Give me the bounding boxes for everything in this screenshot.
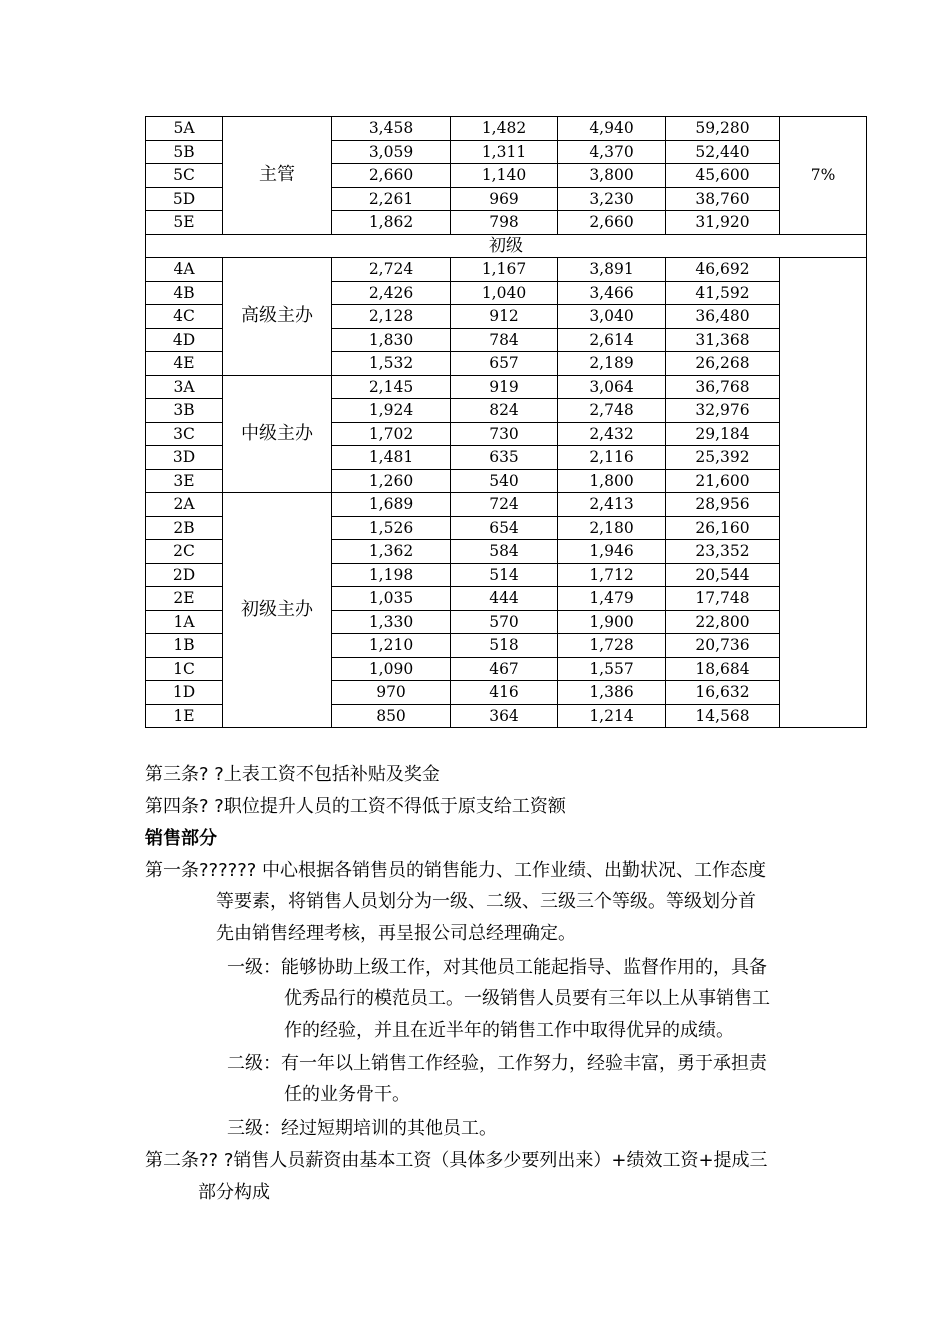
sales-section-heading: 销售部分	[145, 828, 217, 849]
monthly-total-cell: 3,891	[558, 258, 666, 282]
base-salary-cell: 3,059	[332, 140, 451, 164]
sales-article-1-line-2: 等要素，将销售人员划分为一级、二级、三级三个等级。等级划分首	[216, 891, 756, 912]
base-salary-cell: 1,702	[332, 422, 451, 446]
section-header-cell: 初级	[146, 234, 867, 258]
performance-pay-cell: 1,040	[451, 281, 558, 305]
base-salary-cell: 1,862	[332, 211, 451, 235]
sales-article-1-line-3: 先由销售经理考核，再呈报公司总经理确定。	[216, 923, 576, 944]
base-salary-cell: 2,145	[332, 375, 451, 399]
performance-pay-cell: 416	[451, 681, 558, 705]
performance-pay-cell: 444	[451, 587, 558, 611]
article-3: 第三条? ?上表工资不包括补贴及奖金	[145, 764, 440, 785]
level-1-line-2: 优秀品行的模范员工。一级销售人员要有三年以上从事销售工	[284, 988, 770, 1009]
monthly-total-cell: 2,660	[558, 211, 666, 235]
monthly-total-cell: 1,712	[558, 563, 666, 587]
adjustment-rate-cell	[780, 258, 867, 728]
performance-pay-cell: 1,311	[451, 140, 558, 164]
monthly-total-cell: 2,413	[558, 493, 666, 517]
annual-total-cell: 26,268	[666, 352, 780, 376]
monthly-total-cell: 3,800	[558, 164, 666, 188]
grade-cell: 5D	[146, 187, 223, 211]
grade-cell: 5B	[146, 140, 223, 164]
performance-pay-cell: 518	[451, 634, 558, 658]
grade-cell: 1C	[146, 657, 223, 681]
monthly-total-cell: 3,064	[558, 375, 666, 399]
monthly-total-cell: 3,230	[558, 187, 666, 211]
performance-pay-cell: 467	[451, 657, 558, 681]
performance-pay-cell: 540	[451, 469, 558, 493]
base-salary-cell: 1,198	[332, 563, 451, 587]
table-row	[146, 258, 867, 282]
base-salary-cell: 2,426	[332, 281, 451, 305]
annual-total-cell: 31,368	[666, 328, 780, 352]
salary-grade-table	[145, 116, 867, 728]
base-salary-cell: 2,660	[332, 164, 451, 188]
grade-cell: 2C	[146, 540, 223, 564]
base-salary-cell: 1,532	[332, 352, 451, 376]
monthly-total-cell: 4,370	[558, 140, 666, 164]
grade-cell: 3A	[146, 375, 223, 399]
grade-cell: 3D	[146, 446, 223, 470]
grade-cell: 3C	[146, 422, 223, 446]
annual-total-cell: 22,800	[666, 610, 780, 634]
monthly-total-cell: 2,180	[558, 516, 666, 540]
base-salary-cell: 1,090	[332, 657, 451, 681]
performance-pay-cell: 1,482	[451, 117, 558, 141]
annual-total-cell: 18,684	[666, 657, 780, 681]
monthly-total-cell: 1,728	[558, 634, 666, 658]
grade-cell: 4C	[146, 305, 223, 329]
base-salary-cell: 1,362	[332, 540, 451, 564]
base-salary-cell: 970	[332, 681, 451, 705]
performance-pay-cell: 1,140	[451, 164, 558, 188]
annual-total-cell: 38,760	[666, 187, 780, 211]
level-1-line-1: 一级：能够协助上级工作，对其他员工能起指导、监督作用的，具备	[227, 957, 767, 978]
annual-total-cell: 29,184	[666, 422, 780, 446]
section-header-row	[146, 234, 867, 258]
annual-total-cell: 17,748	[666, 587, 780, 611]
base-salary-cell: 1,330	[332, 610, 451, 634]
base-salary-cell: 2,261	[332, 187, 451, 211]
annual-total-cell: 26,160	[666, 516, 780, 540]
grade-cell: 4E	[146, 352, 223, 376]
monthly-total-cell: 2,748	[558, 399, 666, 423]
monthly-total-cell: 3,466	[558, 281, 666, 305]
annual-total-cell: 36,768	[666, 375, 780, 399]
annual-total-cell: 25,392	[666, 446, 780, 470]
annual-total-cell: 14,568	[666, 704, 780, 728]
performance-pay-cell: 364	[451, 704, 558, 728]
grade-cell: 1B	[146, 634, 223, 658]
annual-total-cell: 21,600	[666, 469, 780, 493]
position-band-cell: 高级主办	[223, 258, 332, 376]
performance-pay-cell: 635	[451, 446, 558, 470]
annual-total-cell: 41,592	[666, 281, 780, 305]
monthly-total-cell: 3,040	[558, 305, 666, 329]
sales-article-2-line-1: 第二条?? ?销售人员薪资由基本工资（具体多少要列出来）+绩效工资+提成三	[145, 1150, 768, 1171]
performance-pay-cell: 912	[451, 305, 558, 329]
grade-cell: 3B	[146, 399, 223, 423]
sales-article-2-line-2: 部分构成	[198, 1182, 270, 1203]
salary-table-body	[146, 117, 867, 728]
monthly-total-cell: 1,386	[558, 681, 666, 705]
monthly-total-cell: 1,800	[558, 469, 666, 493]
grade-cell: 4D	[146, 328, 223, 352]
performance-pay-cell: 570	[451, 610, 558, 634]
performance-pay-cell: 969	[451, 187, 558, 211]
grade-cell: 2A	[146, 493, 223, 517]
base-salary-cell: 1,689	[332, 493, 451, 517]
base-salary-cell: 1,260	[332, 469, 451, 493]
grade-cell: 5E	[146, 211, 223, 235]
adjustment-rate-cell: 7%	[780, 117, 867, 235]
position-band-cell: 初级主办	[223, 493, 332, 728]
performance-pay-cell: 784	[451, 328, 558, 352]
grade-cell: 4B	[146, 281, 223, 305]
grade-cell: 3E	[146, 469, 223, 493]
annual-total-cell: 32,976	[666, 399, 780, 423]
performance-pay-cell: 1,167	[451, 258, 558, 282]
table-row	[146, 375, 867, 399]
annual-total-cell: 59,280	[666, 117, 780, 141]
level-3-line-1: 三级：经过短期培训的其他员工。	[227, 1118, 497, 1139]
base-salary-cell: 1,035	[332, 587, 451, 611]
annual-total-cell: 45,600	[666, 164, 780, 188]
monthly-total-cell: 2,432	[558, 422, 666, 446]
performance-pay-cell: 730	[451, 422, 558, 446]
grade-cell: 5A	[146, 117, 223, 141]
grade-cell: 2E	[146, 587, 223, 611]
performance-pay-cell: 584	[451, 540, 558, 564]
base-salary-cell: 1,924	[332, 399, 451, 423]
annual-total-cell: 20,736	[666, 634, 780, 658]
monthly-total-cell: 1,946	[558, 540, 666, 564]
base-salary-cell: 1,830	[332, 328, 451, 352]
performance-pay-cell: 654	[451, 516, 558, 540]
monthly-total-cell: 2,189	[558, 352, 666, 376]
position-band-cell: 主管	[223, 117, 332, 235]
grade-cell: 5C	[146, 164, 223, 188]
annual-total-cell: 28,956	[666, 493, 780, 517]
table-row	[146, 117, 867, 141]
sales-article-1-line-1: 第一条?????? 中心根据各销售员的销售能力、工作业绩、出勤状况、工作态度	[145, 860, 767, 881]
base-salary-cell: 1,210	[332, 634, 451, 658]
base-salary-cell: 1,481	[332, 446, 451, 470]
table-row	[146, 493, 867, 517]
base-salary-cell: 3,458	[332, 117, 451, 141]
monthly-total-cell: 4,940	[558, 117, 666, 141]
grade-cell: 1E	[146, 704, 223, 728]
base-salary-cell: 2,128	[332, 305, 451, 329]
level-2-line-2: 任的业务骨干。	[284, 1084, 410, 1105]
performance-pay-cell: 514	[451, 563, 558, 587]
annual-total-cell: 52,440	[666, 140, 780, 164]
base-salary-cell: 2,724	[332, 258, 451, 282]
performance-pay-cell: 919	[451, 375, 558, 399]
annual-total-cell: 23,352	[666, 540, 780, 564]
position-band-cell: 中级主办	[223, 375, 332, 493]
base-salary-cell: 850	[332, 704, 451, 728]
performance-pay-cell: 798	[451, 211, 558, 235]
grade-cell: 1A	[146, 610, 223, 634]
performance-pay-cell: 657	[451, 352, 558, 376]
annual-total-cell: 36,480	[666, 305, 780, 329]
monthly-total-cell: 2,614	[558, 328, 666, 352]
performance-pay-cell: 724	[451, 493, 558, 517]
performance-pay-cell: 824	[451, 399, 558, 423]
annual-total-cell: 16,632	[666, 681, 780, 705]
annual-total-cell: 46,692	[666, 258, 780, 282]
monthly-total-cell: 1,557	[558, 657, 666, 681]
level-1-line-3: 作的经验，并且在近半年的销售工作中取得优异的成绩。	[284, 1020, 734, 1041]
monthly-total-cell: 1,214	[558, 704, 666, 728]
grade-cell: 2B	[146, 516, 223, 540]
grade-cell: 2D	[146, 563, 223, 587]
article-4: 第四条? ?职位提升人员的工资不得低于原支给工资额	[145, 796, 566, 817]
annual-total-cell: 20,544	[666, 563, 780, 587]
annual-total-cell: 31,920	[666, 211, 780, 235]
monthly-total-cell: 1,900	[558, 610, 666, 634]
level-2-line-1: 二级：有一年以上销售工作经验，工作努力，经验丰富，勇于承担责	[227, 1053, 767, 1074]
base-salary-cell: 1,526	[332, 516, 451, 540]
grade-cell: 1D	[146, 681, 223, 705]
grade-cell: 4A	[146, 258, 223, 282]
monthly-total-cell: 2,116	[558, 446, 666, 470]
monthly-total-cell: 1,479	[558, 587, 666, 611]
